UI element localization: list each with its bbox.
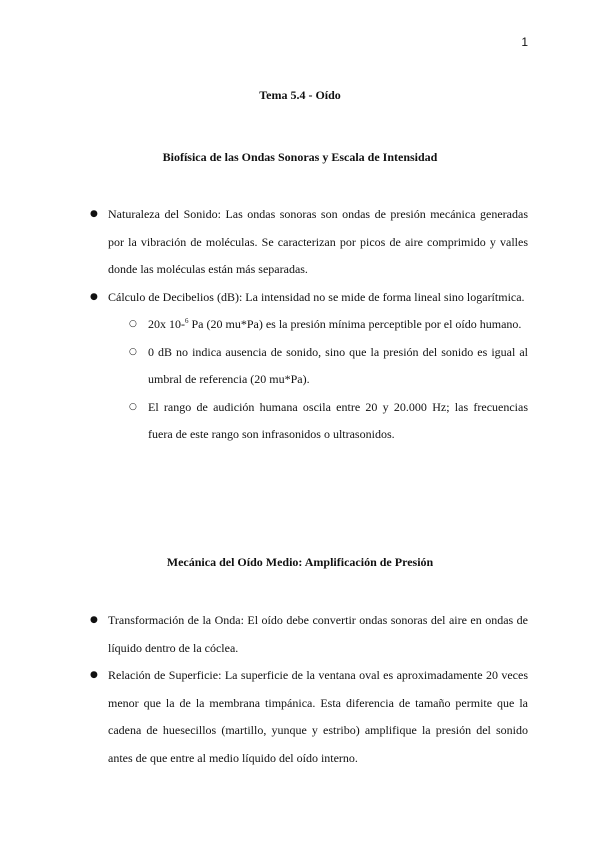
sub-item-presion-minima: [132, 311, 528, 339]
sub-item-rango-audicion: ○ El rango de audición humana oscila entre 20 y 20.000 Hz; las frecuencias fuera de este rango son infrasonidos o ultrasonidos.: [132, 394, 528, 449]
document-title: Tema 5.4 - Oído: [259, 88, 341, 102]
sub-item-cero-db: ○ 0 dB no indica ausencia de sonido, sino que la presión del sonido es igual al umbral de referencia (20 mu*Pa).: [132, 339, 528, 394]
decibel-sub-list: [132, 311, 528, 449]
section2-bullet-list: [92, 607, 528, 772]
presion-minima-rest: Pa (20 mu*Pa) es la presión mínima perceptible por el oído humano.: [188, 317, 522, 331]
bullet-transformacion-onda: ● Transformación de la Onda: El oído debe convertir ondas sonoras del aire en ondas de líquido dentro de la cóclea.: [92, 607, 528, 662]
section1-bullet-list: [92, 201, 528, 449]
section-heading-mecanica: Mecánica del Oído Medio: Amplificación de Presión: [166, 555, 434, 569]
bullet-calculo-decibelios: [92, 284, 528, 449]
bullet-calculo-decibelios-text: Cálculo de Decibelios (dB): La intensidad no se mide de forma lineal sino logarítmica.: [108, 289, 525, 304]
presion-minima-base: 20x 10-: [148, 317, 185, 331]
presion-minima-exponent: 6: [185, 317, 189, 325]
section-heading-biofisica: Biofísica de las Ondas Sonoras y Escala de Intensidad: [162, 150, 438, 164]
bullet-relacion-superficie: ● Relación de Superficie: La superficie de la ventana oval es aproximadamente 20 veces menor que la de la membrana timpánica. Esta diferencia de tamaño permite que la cadena de huesecillos (martillo, yunque y estribo) amplifique la presión del sonido antes de que entre al medio líquido del oído interno.: [92, 662, 528, 772]
bullet-naturaleza-sonido: ● Naturaleza del Sonido: Las ondas sonoras son ondas de presión mecánica generadas por la vibración de moléculas. Se caracterizan por picos de aire comprimido y valles donde las moléculas están más separadas.: [92, 201, 528, 284]
page-number: 1: [521, 35, 528, 49]
